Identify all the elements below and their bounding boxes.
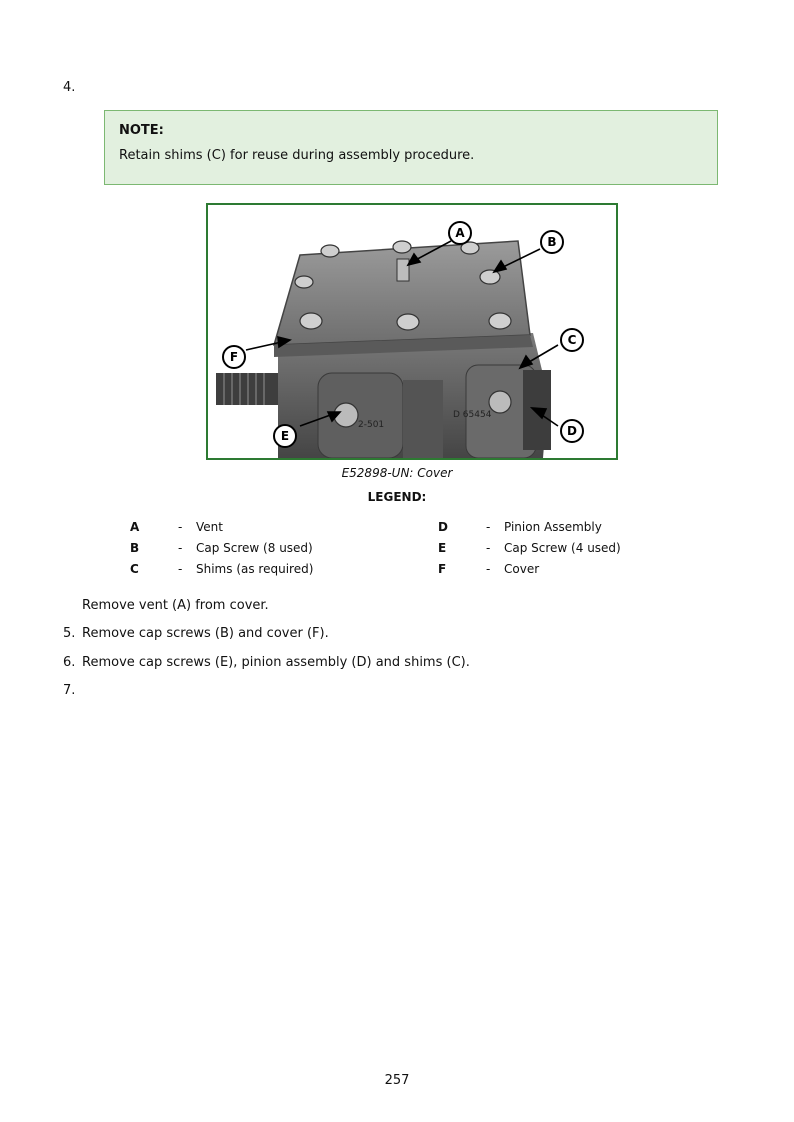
legend-letter-f: F	[438, 562, 447, 576]
legend-sep: -	[486, 562, 491, 576]
step-number-6: 6.	[63, 655, 76, 670]
stamp-text-1: 2-501	[358, 420, 385, 430]
legend-sep: -	[178, 562, 183, 576]
legend-desc-c: Shims (as required)	[196, 562, 314, 576]
legend-letter-e: E	[438, 541, 447, 555]
legend-sep: -	[486, 541, 491, 555]
step-number-4: 4.	[63, 80, 76, 95]
legend-letter-a: A	[130, 520, 140, 534]
stamp-text-2: D 65454	[453, 410, 492, 420]
legend-desc-f: Cover	[504, 562, 540, 576]
instruction-step-5: Remove cap screws (B) and cover (F).	[82, 626, 329, 641]
figure-caption: E52898-UN: Cover	[341, 466, 453, 480]
legend-desc-e: Cap Screw (4 used)	[504, 541, 621, 555]
legend-letter-b: B	[130, 541, 140, 555]
legend-letter-c: C	[130, 562, 139, 576]
callout-c: C	[567, 333, 577, 347]
step-number-5: 5.	[63, 626, 76, 641]
callout-f: F	[229, 350, 239, 364]
legend-title: LEGEND:	[367, 490, 427, 504]
instruction-remove-vent: Remove vent (A) from cover.	[82, 598, 269, 613]
callout-a: A	[455, 226, 465, 240]
note-title: NOTE:	[119, 123, 164, 138]
legend-desc-a: Vent	[196, 520, 223, 534]
step-number-7: 7.	[63, 683, 76, 698]
page-number: 257	[384, 1073, 410, 1088]
legend-sep: -	[178, 541, 183, 555]
legend-letter-d: D	[438, 520, 448, 534]
instruction-step-6: Remove cap screws (E), pinion assembly (D) and shims (C).	[82, 655, 470, 670]
note-box	[104, 110, 718, 185]
legend-sep: -	[486, 520, 491, 534]
note-text: Retain shims (C) for reuse during assembly procedure.	[119, 148, 475, 163]
callout-b: B	[547, 235, 557, 249]
gearbox-photo	[208, 205, 616, 458]
callout-e: E	[280, 429, 290, 443]
callout-d: D	[567, 424, 577, 438]
legend-desc-b: Cap Screw (8 used)	[196, 541, 313, 555]
legend-desc-d: Pinion Assembly	[504, 520, 602, 534]
gearbox-cover-figure	[206, 203, 618, 460]
legend-sep: -	[178, 520, 183, 534]
